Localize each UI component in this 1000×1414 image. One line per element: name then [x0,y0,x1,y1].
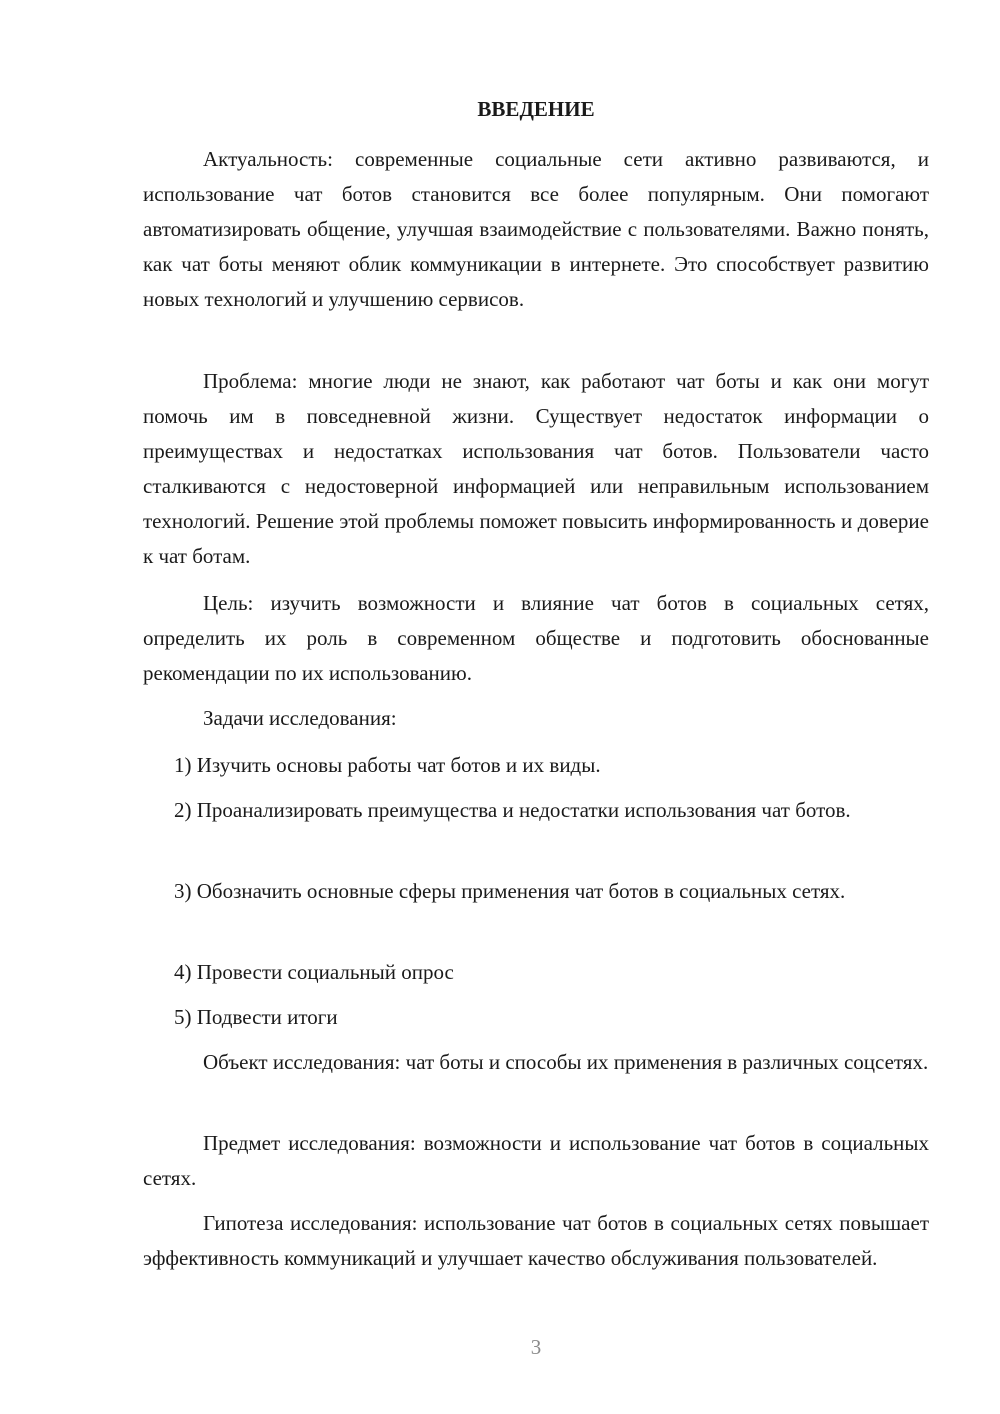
tasks-heading: Задачи исследования: [203,706,397,730]
goal-paragraph: Цель: изучить возможности и влияние чат ботов в социальных сетях, определить их роль в современном обществе и подготовить обоснованные рекомендации по их использованию. [143,591,929,685]
task-item: 1) Изучить основы работы чат ботов и их виды. [174,753,601,777]
hypothesis-paragraph: Гипотеза исследования: использование чат ботов в социальных сетях повышает эффективность коммуникаций и улучшает качество обслуживания пользователей. [143,1211,929,1270]
task-item: 4) Провести социальный опрос [174,960,454,984]
task-item: 3) Обозначить основные сферы применения чат ботов в социальных сетях. [174,879,846,903]
task-item: 2) Проанализировать преимущества и недостатки использования чат ботов. [174,798,851,822]
page-number: 3 [530,1335,542,1359]
section-title: ВВЕДЕНИЕ [477,97,595,121]
subject-paragraph: Предмет исследования: возможности и использование чат ботов в социальных сетях. [143,1131,929,1190]
task-item: 5) Подвести итоги [174,1005,338,1029]
relevance-paragraph: Актуальность: современные социальные сети активно развиваются, и использование чат ботов становится все более популярным. Они помогают автоматизировать общение, улучшая взаимодействие с пользователями. Важно понять, как чат боты меняют облик коммуникации в интернете. Это способствует развитию новых технологий и улучшению сервисов. [143,147,929,311]
object-paragraph: Объект исследования: чат боты и способы их применения в различных соцсетях. [203,1050,929,1074]
problem-paragraph: Проблема: многие люди не знают, как работают чат боты и как они могут помочь им в повседневной жизни. Существует недостаток информации о преимуществах и недостатках использования чат ботов. Пользователи часто сталкиваются с недостоверной информацией или неправильным использованием технологий. Решение этой проблемы поможет повысить информированность и доверие к чат ботам. [143,369,929,568]
